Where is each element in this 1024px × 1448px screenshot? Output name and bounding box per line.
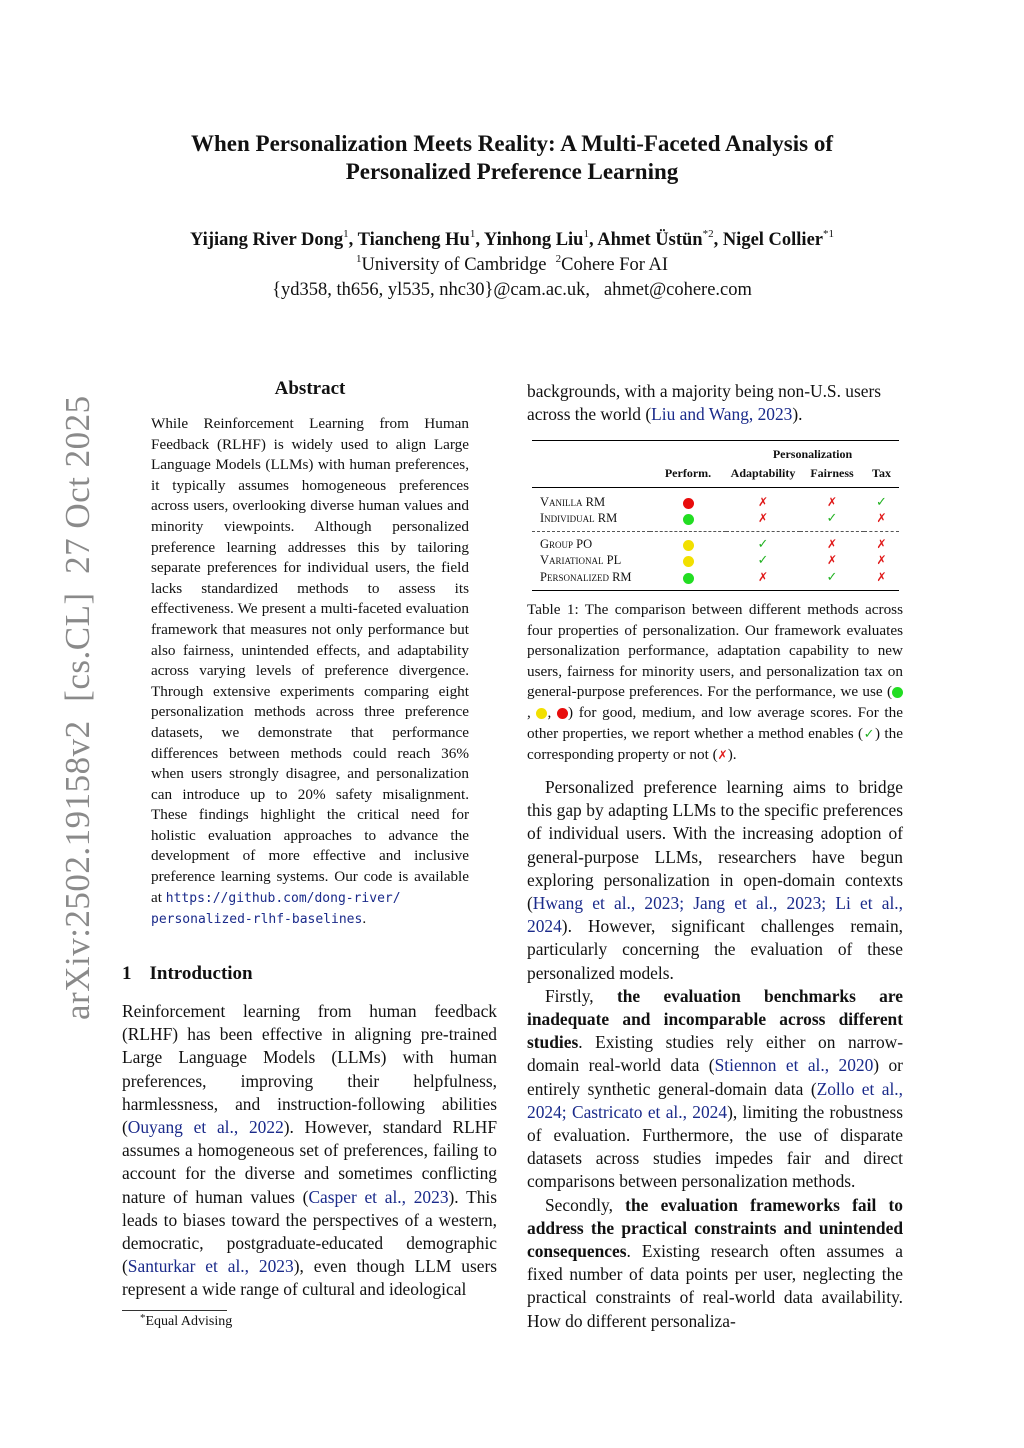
table-row bbox=[532, 569, 899, 586]
citation-link[interactable]: Santurkar et al., 2023 bbox=[127, 1256, 294, 1277]
code-link[interactable]: https://github.com/dong-river/ bbox=[165, 890, 401, 906]
citation-link[interactable]: Castricato et al., 2024 bbox=[571, 1101, 728, 1122]
author-sup: 1 bbox=[469, 228, 476, 240]
body-text: backgrounds, with a majority being non-U.S. users across the world ( bbox=[527, 381, 882, 425]
tax-cell bbox=[864, 569, 899, 586]
table-row bbox=[532, 511, 899, 528]
green-dot-icon bbox=[892, 687, 903, 698]
cross-icon: ✗ bbox=[826, 494, 838, 509]
bold-text: the evaluation frameworks fail to address the practical constraints and unintended consequences bbox=[527, 1194, 903, 1262]
cross-icon: ✗ bbox=[757, 569, 769, 584]
red-dot-icon bbox=[683, 498, 694, 509]
fair-cell bbox=[800, 553, 864, 570]
fair-cell bbox=[800, 569, 864, 586]
yellow-dot-icon bbox=[683, 556, 694, 567]
citation-link[interactable]: Stiennon et al., 2020 bbox=[714, 1055, 874, 1076]
check-icon: ✓ bbox=[863, 726, 876, 742]
abstract-text: While Reinforcement Learning from Human Feedback (RLHF) is widely used to align Large Language Models (LLMs) with human preferences, it typically assumes homogeneous preferences across users, overlooking diverse human values and minority viewpoints. Although personalized preference learning addresses this by tailoring separate preferences for individual users, the field lacks standardized methods to assess its effectiveness. We present a multi-faceted evaluation framework that measures not only performance but also fairness, unintended effects, and adaptability across varying levels of preference divergence. Through extensive experiments comparing eight personalization methods across three preference datasets, we demonstrate that performance differences between methods could reach 36% when users strongly disagree, and personalization can introduce up to 20% safety misalignment. These findings highlight the critical need for holistic evaluation approaches to advance the development of more effective and inclusive preference learning systems. Our code is available at bbox=[151, 415, 469, 906]
method-name: Group PO bbox=[540, 536, 593, 551]
caption-text: Table 1: The comparison between different methods across four properties of personalization. Our framework evaluates personalization performance, adaptation capability to new users, fairness for minority users, and personalization tax on general-purpose preferences. For the performance, we use ( bbox=[527, 601, 903, 701]
adapt-cell bbox=[726, 494, 800, 511]
citation-link[interactable]: Ouyang et al., 2022 bbox=[127, 1117, 284, 1138]
yellow-dot-icon bbox=[536, 708, 547, 719]
perform-cell bbox=[650, 569, 726, 586]
cross-icon: ✗ bbox=[826, 553, 838, 568]
intro-text: ). However, standard RLHF assumes a homogeneous set of preferences, failing to account for the diverse and sometimes conflicting nature of human values ( bbox=[122, 1117, 497, 1207]
affil-sup: 2 bbox=[555, 253, 562, 265]
cross-icon: ✗ bbox=[876, 511, 887, 526]
adapt-cell bbox=[726, 536, 800, 553]
abstract-end: . bbox=[362, 910, 367, 928]
body-text: ). However, significant challenges remain, particularly concerning the evaluation of these personalized models. bbox=[527, 916, 903, 983]
intro-paragraph bbox=[122, 1000, 497, 1302]
paragraph bbox=[527, 985, 903, 1194]
method-name: Individual RM bbox=[540, 511, 618, 526]
cross-icon: ✗ bbox=[717, 748, 728, 763]
cross-icon: ✗ bbox=[757, 494, 769, 509]
check-icon: ✓ bbox=[757, 553, 769, 569]
footnote-text: Equal Advising bbox=[145, 1314, 233, 1329]
perform-cell bbox=[650, 511, 726, 528]
perform-cell bbox=[650, 536, 726, 553]
paragraph bbox=[527, 776, 903, 985]
body-text: Firstly, bbox=[545, 985, 617, 1006]
author-sup: 1 bbox=[343, 228, 349, 240]
adapt-cell bbox=[726, 553, 800, 570]
author: Yijiang River Dong bbox=[190, 230, 344, 250]
abstract-body bbox=[151, 414, 469, 931]
section-title: Introduction bbox=[149, 963, 253, 984]
title-line-1: When Personalization Meets Reality: A Multi-Faceted Analysis of bbox=[190, 131, 833, 156]
column-header: Perform. bbox=[664, 466, 712, 480]
fair-cell bbox=[800, 511, 864, 528]
check-icon: ✓ bbox=[876, 494, 887, 510]
table-row bbox=[532, 536, 899, 553]
green-dot-icon bbox=[683, 573, 694, 584]
column-header: Adaptability bbox=[730, 466, 796, 480]
tax-cell bbox=[864, 511, 899, 528]
cross-icon: ✗ bbox=[876, 553, 887, 568]
footnote bbox=[140, 1314, 232, 1330]
arxiv-id: arXiv:2502.19158v2 [cs.CL] 27 Oct 2025 bbox=[58, 395, 97, 1020]
cite-sep: ; bbox=[561, 1101, 572, 1122]
intro-text: ), even though LLM users represent a wide range of cultural and ideological bbox=[122, 1256, 497, 1300]
citation-link[interactable]: Casper et al., 2023 bbox=[308, 1186, 449, 1207]
column-header: Fairness bbox=[810, 466, 854, 480]
author-sup: 1 bbox=[583, 228, 589, 240]
cite-sep: ; bbox=[679, 893, 694, 914]
table-caption: Table 1: The comparison between different methods across four properties of personalization. Our framework evaluates personalization performance, adaptation capability to new users, fairness for minority users, and personalization tax on general-purpose preferences. For the performance, we use (, , ) for good, medium, and low average scores. For the other properties, we report whether a method enables (✓) the corresponding property or not (✗). bbox=[527, 601, 903, 764]
affil-cambridge: University of Cambridge bbox=[361, 255, 547, 275]
cite-sep: ; bbox=[821, 893, 836, 914]
body-text: ). bbox=[792, 404, 803, 425]
yellow-dot-icon bbox=[683, 540, 694, 551]
abstract-heading: Abstract bbox=[274, 378, 346, 399]
cross-icon: ✗ bbox=[876, 536, 887, 551]
affiliations bbox=[0, 255, 1024, 276]
fair-cell bbox=[800, 536, 864, 553]
bold-text: the evaluation benchmarks are inadequate and incomparable across different studies bbox=[527, 985, 903, 1053]
author: Yinhong Liu bbox=[483, 230, 584, 250]
method-name: Variational PL bbox=[540, 553, 622, 568]
body-text: ), limiting the robustness of evaluation. Furthermore, the use of disparate datasets across studies impedes fair and direct comparisons between personalization methods. bbox=[527, 1101, 903, 1192]
intro-text: Reinforcement learning from human feedback (RLHF) has been effective in aligning pre-trained Large Language Models (LLMs) with human preferences, improving their helpfulness, harmlessness, and instruction-following abilities ( bbox=[122, 1001, 497, 1138]
cross-icon: ✗ bbox=[876, 569, 887, 584]
cross-icon: ✗ bbox=[826, 536, 838, 551]
caption-text: ). bbox=[727, 746, 737, 764]
green-dot-icon bbox=[683, 514, 694, 525]
body-text: ) or entirely synthetic general-domain data ( bbox=[527, 1055, 903, 1099]
affil-cohere: Cohere For AI bbox=[561, 255, 669, 275]
author-list: Yijiang River Dong$^1$, Tiancheng Hu$^1$, Yinhong Liu$^1$, Ahmet Üstün$^{*2}$, Nigel Collier$^{*1}$ bbox=[190, 228, 834, 250]
check-icon: ✓ bbox=[826, 569, 838, 585]
method-name: Personalized RM bbox=[540, 569, 632, 584]
code-link-cont[interactable]: personalized-rlhf-baselines bbox=[151, 912, 363, 928]
right-top-text bbox=[527, 380, 902, 426]
body-text: . Existing studies rely either on narrow-domain real-world data ( bbox=[527, 1032, 903, 1076]
caption-text: ) for good, medium, and low average scores. For the other properties, we report whether a method enables ( bbox=[527, 703, 903, 742]
intro-text: ). This leads to biases toward the perspectives of a western, democratic, postgraduate-educated demographic ( bbox=[122, 1186, 497, 1277]
author: Tiancheng Hu bbox=[357, 230, 470, 250]
adapt-cell bbox=[726, 569, 800, 586]
check-icon: ✓ bbox=[757, 536, 769, 552]
body-text: Personalized preference learning aims to bridge this gap by adapting LLMs to the specific preferences of individual users. With the increasing adoption of general-purpose LLMs, researchers have begun exploring personalization in open-domain contexts ( bbox=[527, 777, 903, 914]
table-row bbox=[532, 494, 899, 511]
body-text: . Existing research often assumes a fixed number of data points per user, neglecting the practical constraints of real-world data availability. How do different personaliza- bbox=[527, 1241, 903, 1331]
cross-icon: ✗ bbox=[757, 511, 769, 526]
footnote-rule bbox=[122, 1310, 227, 1311]
arxiv-stamp bbox=[24, 395, 97, 1030]
column-header: Tax bbox=[872, 466, 891, 480]
table-row bbox=[532, 553, 899, 570]
author: Ahmet Üstün bbox=[597, 230, 703, 250]
citation-link[interactable]: Liu and Wang, 2023 bbox=[651, 404, 793, 425]
adapt-cell bbox=[726, 511, 800, 528]
tax-cell bbox=[864, 494, 899, 511]
caption-text: ) the corresponding property or not ( bbox=[527, 724, 903, 764]
check-icon: ✓ bbox=[826, 511, 838, 527]
author-emails: {yd358, th656, yl535, nhc30}@cam.ac.uk, ahmet@cohere.com bbox=[272, 280, 752, 300]
author-sup: *2 bbox=[702, 228, 714, 240]
title-line-2: Personalized Preference Learning bbox=[345, 159, 679, 184]
right-body bbox=[527, 776, 903, 1333]
method-name: Vanilla RM bbox=[540, 494, 606, 509]
red-dot-icon bbox=[557, 708, 568, 719]
citation-link[interactable]: Hwang et al., 2023 bbox=[532, 893, 680, 914]
affil-sup: 1 bbox=[355, 253, 362, 265]
section-heading bbox=[122, 963, 253, 985]
body-text: Secondly, bbox=[545, 1194, 626, 1215]
footnote-mark: * bbox=[140, 1312, 146, 1324]
table-group-header: Personalization bbox=[772, 447, 853, 461]
fair-cell bbox=[800, 494, 864, 511]
paper-title bbox=[0, 130, 1024, 186]
perform-cell bbox=[650, 553, 726, 570]
citation-link[interactable]: Jang et al., 2023 bbox=[693, 893, 822, 914]
citation-link[interactable]: Zollo et al., 2024 bbox=[527, 1078, 903, 1122]
perform-cell bbox=[650, 494, 726, 511]
citation-link[interactable]: Li et al., 2024 bbox=[527, 893, 903, 937]
author-sup: *1 bbox=[823, 228, 834, 240]
comparison-table bbox=[532, 440, 899, 591]
section-number: 1 bbox=[122, 963, 132, 984]
paragraph bbox=[527, 1194, 903, 1333]
tax-cell bbox=[864, 553, 899, 570]
author: Nigel Collier bbox=[722, 230, 823, 250]
tax-cell bbox=[864, 536, 899, 553]
